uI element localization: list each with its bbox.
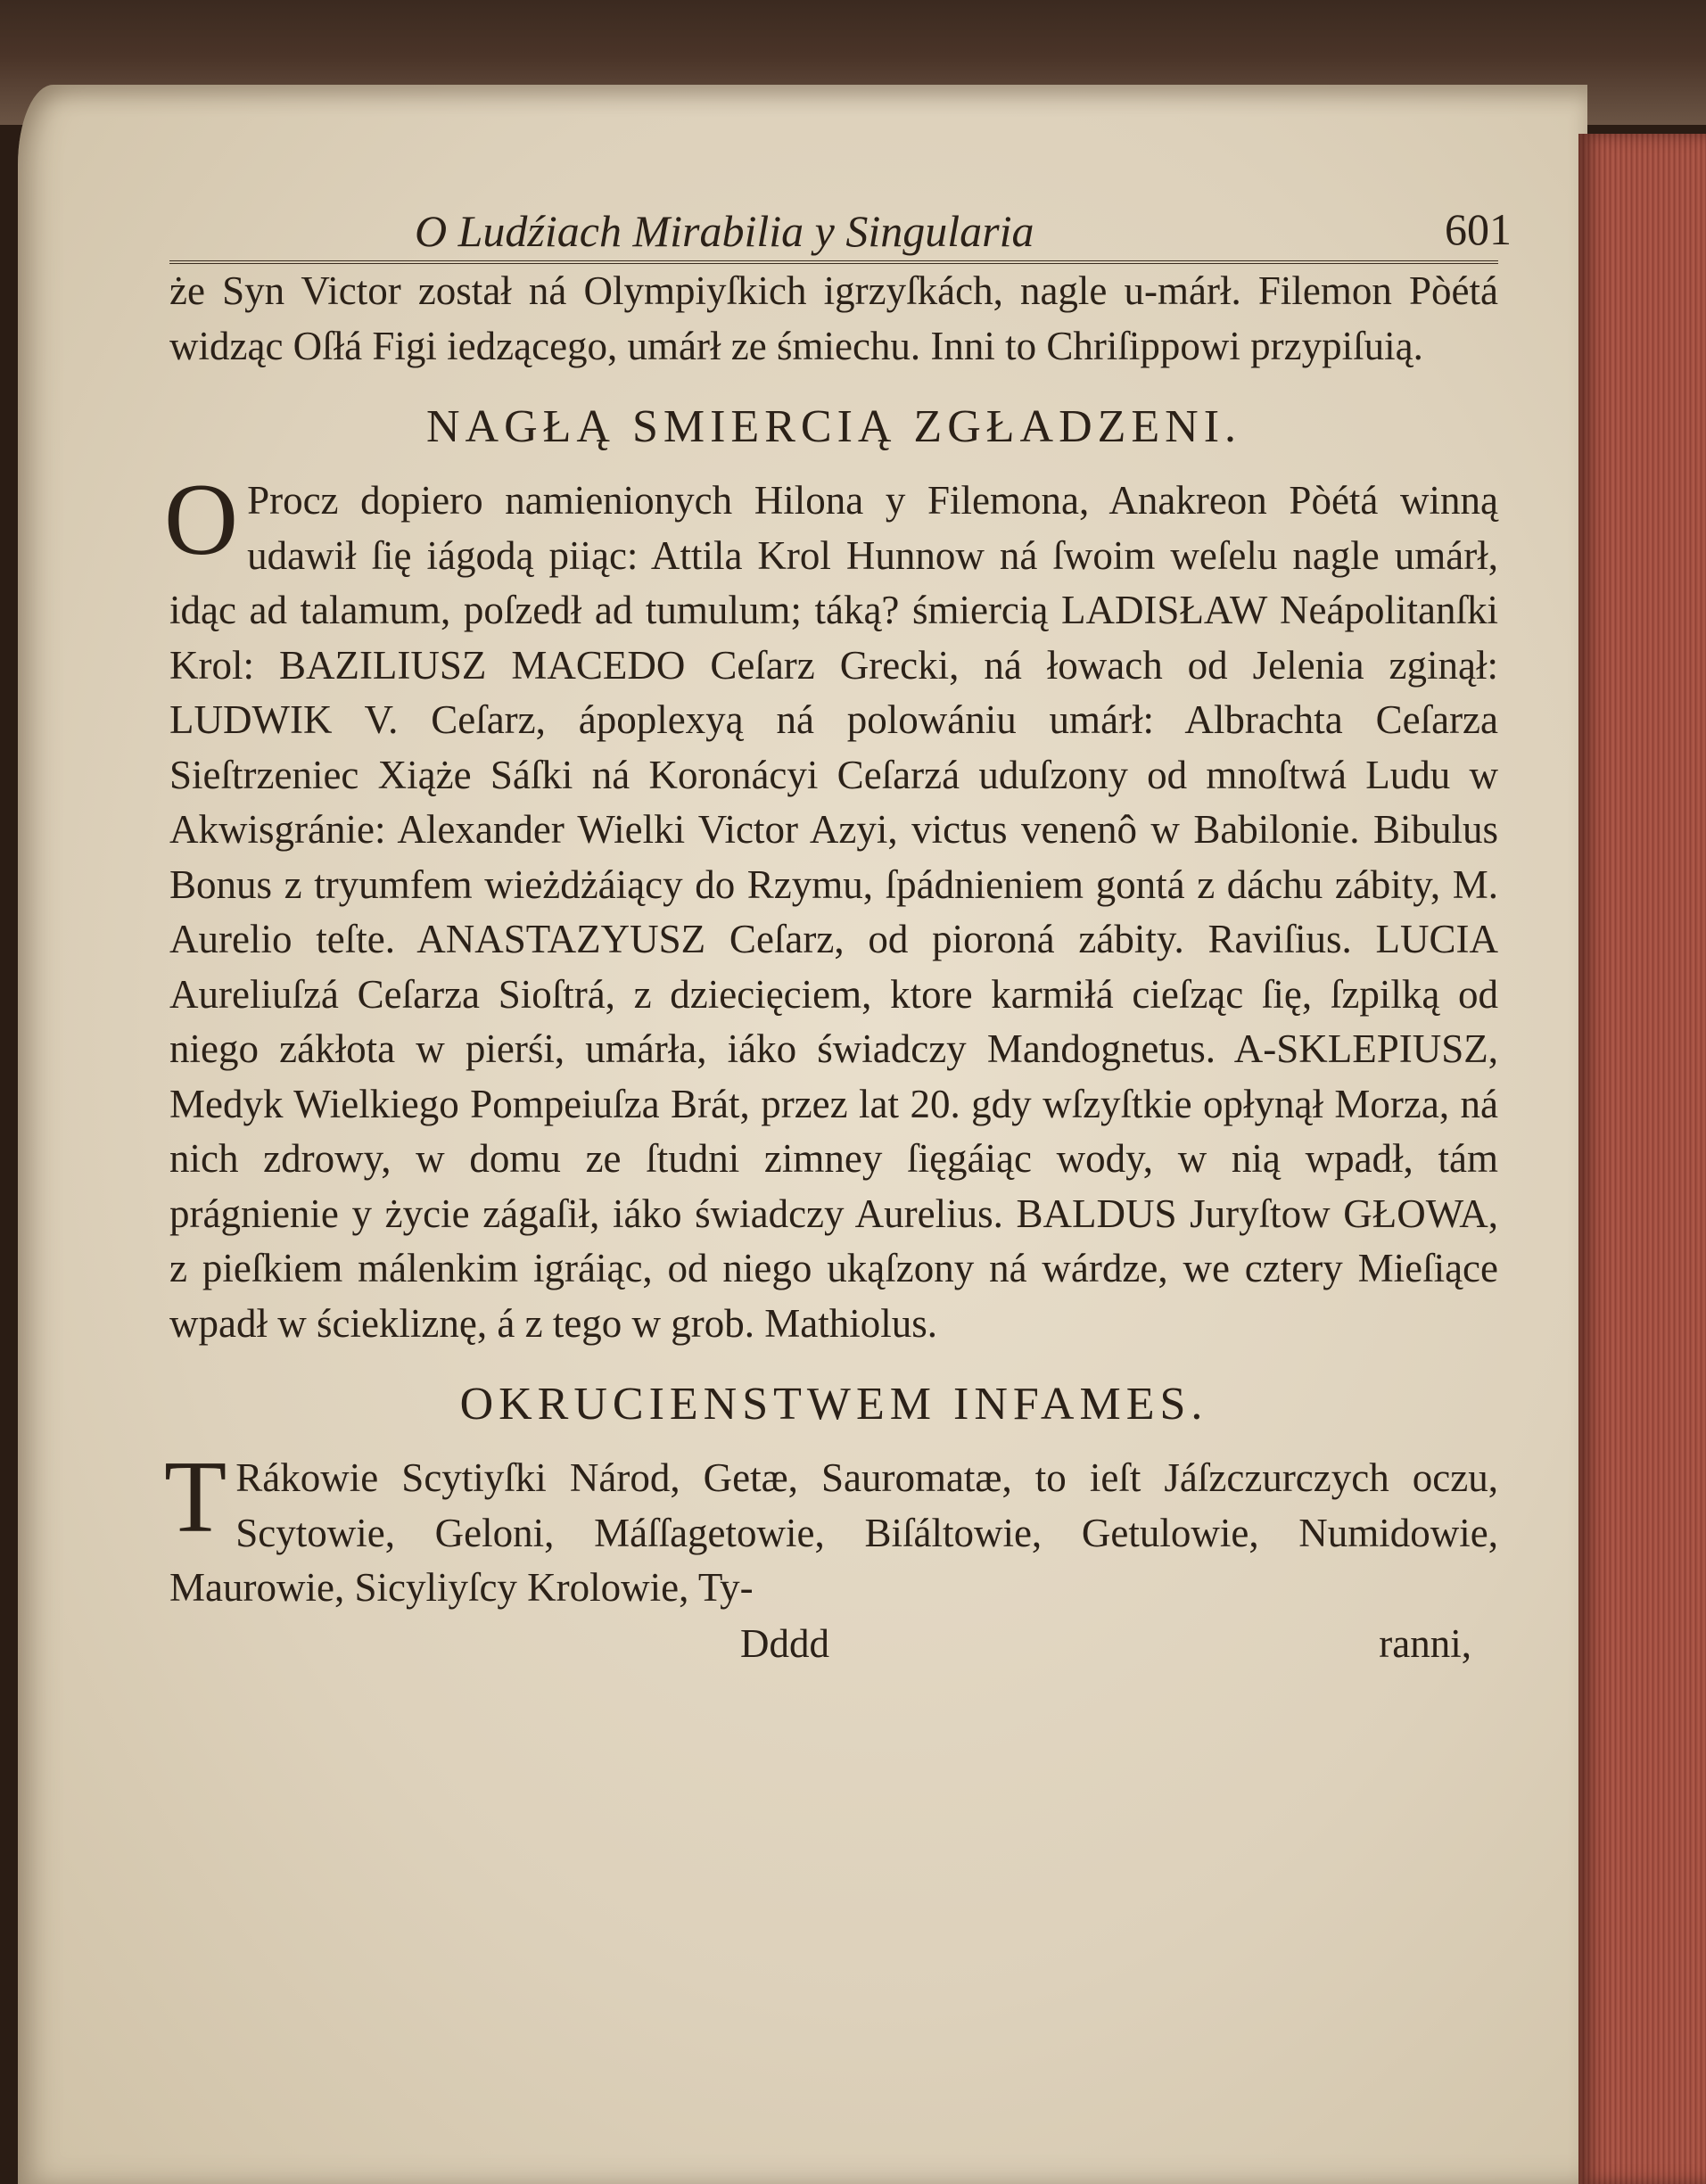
page-footer (169, 1616, 1498, 1671)
page-number: 601 (1445, 204, 1512, 254)
page-text (164, 196, 1512, 1671)
paragraph-sudden-death-text: Procz dopiero namienionych Hilona y Filemona, Anakreon Pòétá winną udawił ſię iágodą piiąc: Attila Krol Hunnow ná ſwoim weſelu nagle umárł, idąc ad talamum, poſzedł ad tumulum; táką? śmiercią LADISŁAW Neápolitanſki Krol: BAZILIUSZ MACEDO Ceſarz Grecki, ná łowach od Jelenia zginął: LUDWIK V. Ceſarz, ápoplexyą ná polowániu umárł: Albrachta Ceſarza Sieſtrzeniec Xiąże Sáſki ná Koronácyi Ceſarzá uduſzony od mnoſtwá Ludu w Akwisgránie: Alexander Wielki Victor Azyi, victus venenô w Babilonie. Bibulus Bonus z tryumfem wieżdżáiący do Rzymu, ſpádnieniem gontá z dáchu zábity, M. Aurelio teſte. ANASTAZYUSZ Ceſarz, od pioroná zábity. Raviſius. LUCIA Aureliuſzá Ceſarza Sioſtrá, z dziecięciem, ktore karmiłá cieſząc ſię, ſzpilką od niego zákłota w pierśi, umárła, iáko świadczy Mandognetus. A-SKLEPIUSZ, Medyk Wielkiego Pompeiuſza Brát, przez lat 20. gdy wſzyſtkie opłynął Morza, ná nich zdrowy, w domu ze ſtudni zimney ſięgáiąc wody, w nią wpadł, tám prágnienie y życie zágaſił, iáko świadczy Aurelius. BALDUS Juryſtow GŁOWA, z pieſkiem málenkim igráiąc, od niego ukąſzony ná wárdze, we cztery Mieſiące wpadł w ściekliznę, á z tego w grob. Mathiolus. (169, 478, 1498, 1346)
running-head-title: O Ludźiach Mirabilia y Singularia (415, 206, 1034, 256)
paragraph-cruelty (164, 1440, 1498, 1616)
drop-cap-o: O (164, 463, 239, 576)
signature-mark: Dddd (740, 1620, 829, 1666)
paragraph-cruelty-text: Rákowie Scytiyſki Národ, Getæ, Sauromatæ, to ieſt Jáſzczurczych oczu, Scytowie, Geloni, Máſſagetowie, Biſáltowie, Getulowie, Numidowie, Maurowie, Sicyliyſcy Krolowie, Ty- (169, 1455, 1498, 1610)
page-edges (1578, 134, 1706, 2184)
catchword: ranni, (1379, 1620, 1471, 1666)
running-head (169, 196, 1512, 264)
paragraph-continued: że Syn Victor został ná Olympiyſkich igrzyſkách, nagle u-márł. Filemon Pòétá widząc Oſłá Figi iedzącego, umárł ze śmiechu. Inni to Chriſippowi przypiſuią. (169, 268, 1498, 368)
section-heading-cruelty: OKRUCIENSTWEM INFAMES. (459, 1379, 1208, 1430)
section-heading-sudden-death: NAGŁĄ SMIERCIĄ ZGŁADZENI. (425, 401, 1242, 452)
paragraph-sudden-death (164, 463, 1498, 1351)
drop-cap-t: T (164, 1440, 227, 1554)
